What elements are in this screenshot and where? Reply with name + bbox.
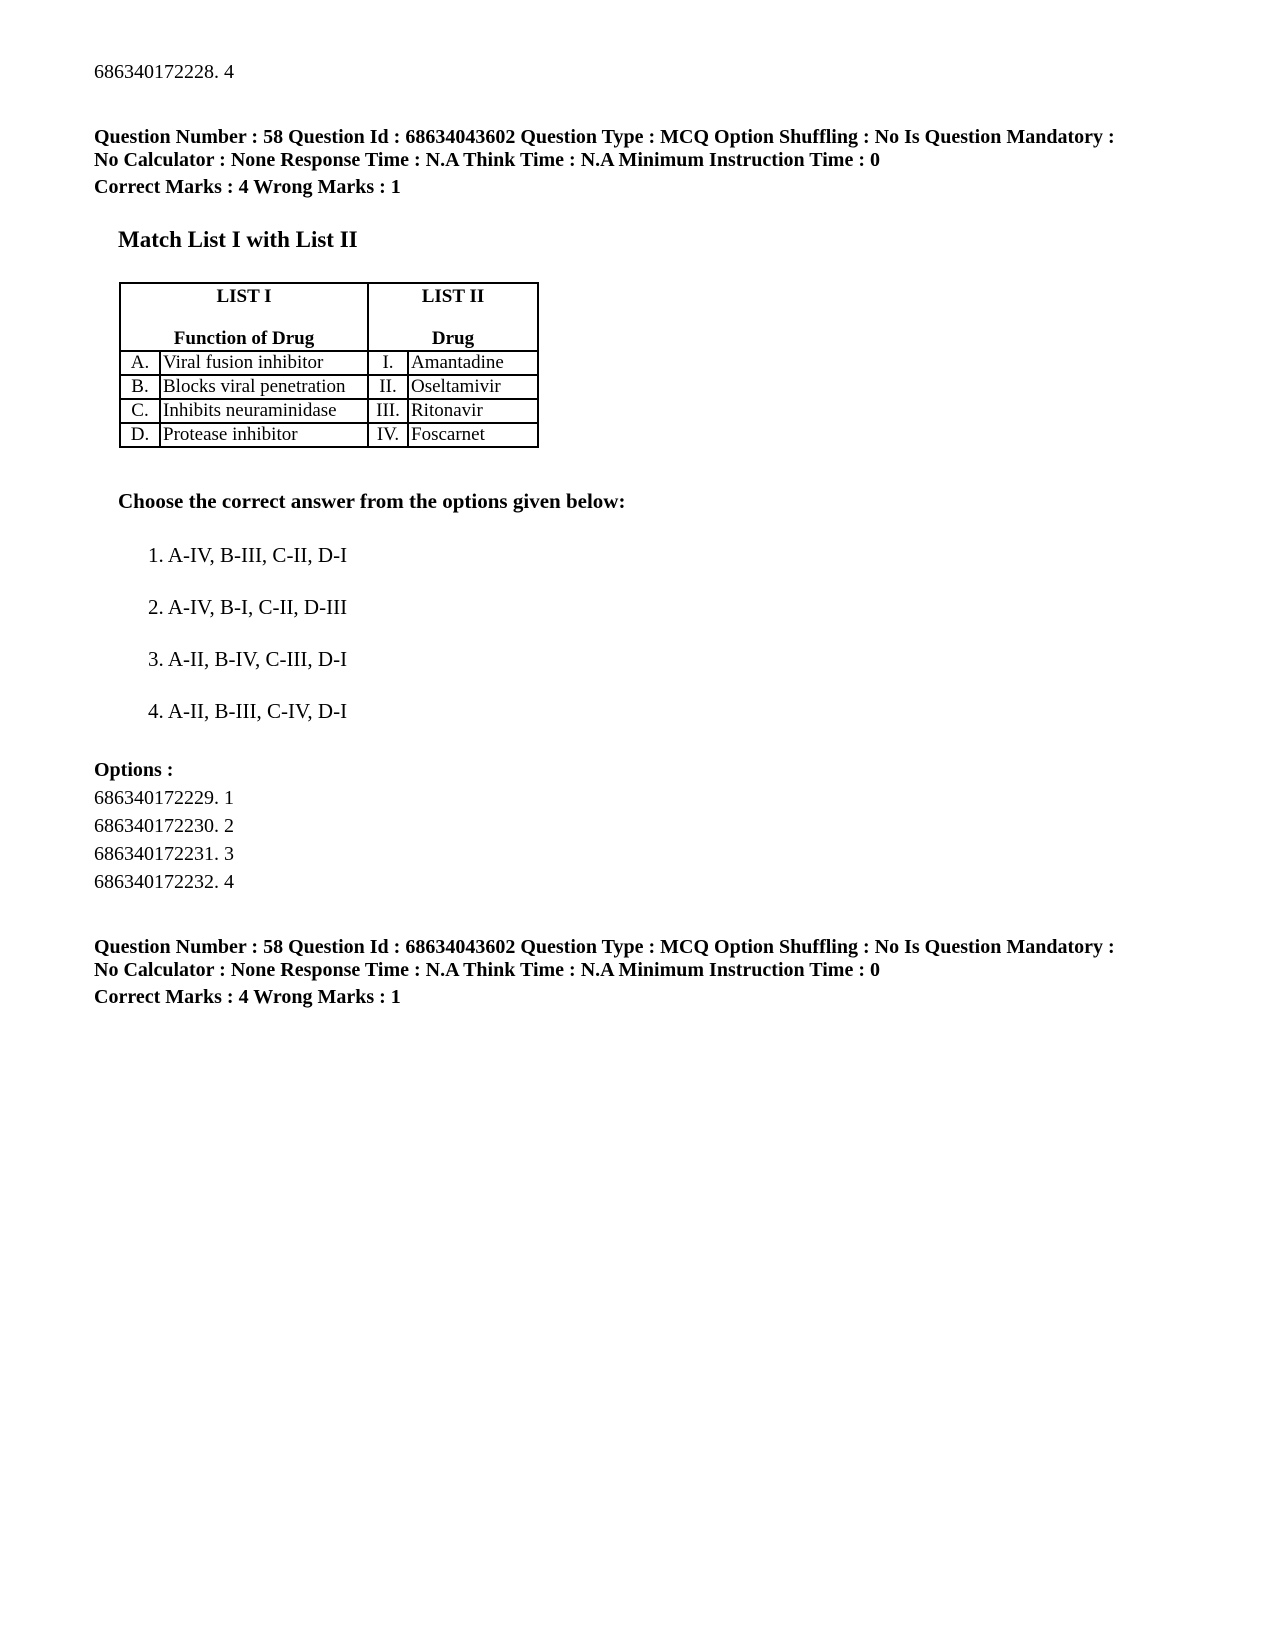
list1-header: LIST I [216, 286, 272, 307]
row-number: I. [368, 351, 408, 375]
question-content [118, 226, 758, 736]
row-function: Blocks viral penetration [160, 375, 368, 399]
list1-subheader: Function of Drug [173, 328, 315, 349]
option-item: 686340172230. 2 [94, 815, 234, 837]
option-item: 686340172229. 1 [94, 787, 234, 809]
option-item: 686340172231. 3 [94, 843, 234, 865]
table-row [120, 423, 538, 447]
answer-choice: 4. A-II, B-III, C-IV, D-I [148, 699, 348, 723]
row-drug: Oseltamivir [408, 375, 538, 399]
row-label: B. [120, 375, 160, 399]
row-function: Viral fusion inhibitor [160, 351, 368, 375]
row-number: II. [368, 375, 408, 399]
row-number: III. [368, 399, 408, 423]
row-function: Protease inhibitor [160, 423, 368, 447]
question-marks: Correct Marks : 4 Wrong Marks : 1 [94, 986, 401, 1008]
list2-header: LIST II [421, 286, 485, 307]
option-item: 686340172232. 4 [94, 871, 234, 893]
list1-header-cell [120, 283, 368, 351]
question-meta-line-1: Question Number : 58 Question Id : 68634043602 Question Type : MCQ Option Shuffling : No Is Question Mandatory : [94, 126, 1115, 148]
question-meta-line-1: Question Number : 58 Question Id : 68634043602 Question Type : MCQ Option Shuffling : No Is Question Mandatory : [94, 936, 1115, 958]
row-function: Inhibits neuraminidase [160, 399, 368, 423]
row-drug: Ritonavir [408, 399, 538, 423]
list2-subheader: Drug [431, 328, 475, 349]
question-marks: Correct Marks : 4 Wrong Marks : 1 [94, 176, 401, 198]
row-drug: Foscarnet [408, 423, 538, 447]
row-number: IV. [368, 423, 408, 447]
table-row [120, 351, 538, 375]
previous-option-line: 686340172228. 4 [94, 61, 234, 83]
answer-choice: 1. A-IV, B-III, C-II, D-I [148, 543, 348, 567]
row-label: D. [120, 423, 160, 447]
question-meta-line-2: No Calculator : None Response Time : N.A Think Time : N.A Minimum Instruction Time : 0 [94, 149, 880, 171]
row-label: C. [120, 399, 160, 423]
answer-choice: 2. A-IV, B-I, C-II, D-III [148, 595, 348, 619]
question-meta-line-2: No Calculator : None Response Time : N.A Think Time : N.A Minimum Instruction Time : 0 [94, 959, 880, 981]
match-table [119, 282, 539, 448]
question-instruction: Choose the correct answer from the options given below: [118, 489, 626, 513]
answer-choice: 3. A-II, B-IV, C-III, D-I [148, 647, 348, 671]
table-row [120, 399, 538, 423]
table-header-row [120, 283, 538, 351]
question-title: Match List I with List II [118, 227, 358, 252]
row-label: A. [120, 351, 160, 375]
row-drug: Amantadine [408, 351, 538, 375]
table-row [120, 375, 538, 399]
list2-header-cell [368, 283, 538, 351]
options-label: Options : [94, 759, 174, 781]
